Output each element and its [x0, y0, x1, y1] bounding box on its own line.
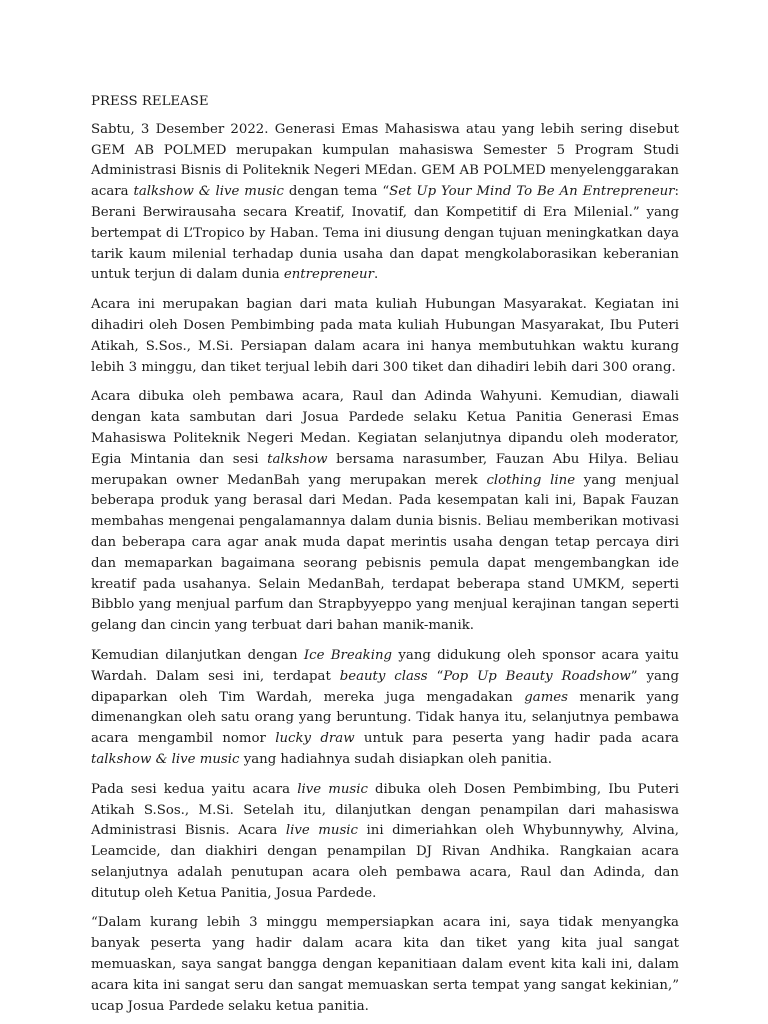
text-segment: dibuka oleh Dosen Pembimbing, Ibu Puteri Atikah S.Sos., M.Si. Setelah itu, dilanjutkan dengan penampilan dari mahasiswa Administrasi Bisnis. Acara	[91, 781, 679, 839]
italic-text-segment: talkshow	[267, 451, 328, 467]
italic-text-segment: talkshow & live music	[133, 184, 284, 200]
document-body	[91, 120, 679, 1018]
italic-text-segment: live music	[297, 781, 368, 797]
italic-text-segment: lucky draw	[275, 731, 355, 747]
text-segment: bersama narasumber, Fauzan Abu Hilya. Beliau merupakan owner MedanBah yang merupakan merek	[91, 451, 679, 488]
text-segment: Acara ini merupakan bagian dari mata kuliah Hubungan Masyarakat. Kegiatan ini dihadiri oleh Dosen Pembimbing pada mata kuliah Hubungan Masyarakat, Ibu Puteri Atikah, S.Sos., M.Si. Persiapan dalam acara ini hanya membutuhkan waktu kurang lebih 3 minggu, dan tiket terjual lebih dari 300 tiket dan dihadiri lebih dari 300 orang.	[91, 297, 679, 375]
document-page	[91, 92, 679, 1017]
text-segment: “	[427, 668, 444, 684]
text-segment: Acara dibuka oleh pembawa acara, Raul dan Adinda Wahyuni. Kemudian, diawali dengan kata sambutan dari Josua Pardede selaku Ketua Panitia Generasi Emas Mahasiswa Politeknik Negeri Medan. Kegiatan selanjutnya dipandu oleh moderator, Egia Mintania dan sesi	[91, 389, 679, 467]
text-segment: ” yang dipaparkan oleh Tim Wardah, mereka juga mengadakan	[91, 668, 679, 705]
paragraph	[91, 120, 679, 286]
text-segment: dengan tema “	[283, 184, 390, 200]
italic-text-segment: Set Up Your Mind To Be An Entrepreneur	[389, 184, 675, 200]
page-title: PRESS RELEASE	[91, 94, 209, 109]
text-segment: : Berani Berwirausaha secara Kreatif, Inovatif, dan Kompetitif di Era Milenial.” yang bertempat di L’Tropico by Haban. Tema ini diusung dengan tujuan meningkatkan daya tarik kaum milenial terhadap dunia usaha dan dapat mengkolaborasikan keberanian untuk terjun di dalam dunia	[91, 184, 679, 283]
paragraph	[91, 780, 679, 905]
italic-text-segment: clothing line	[486, 472, 576, 488]
italic-text-segment: games	[524, 689, 568, 705]
italic-text-segment: live music	[285, 823, 358, 839]
text-segment: Sabtu, 3 Desember 2022. Generasi Emas Mahasiswa atau yang lebih sering disebut GEM AB POLMED merupakan kumpulan mahasiswa Semester 5 Program Studi Administrasi Bisnis di Politeknik Negeri MEdan. GEM AB POLMED menyelenggarakan acara	[91, 121, 679, 200]
italic-text-segment: Ice Breaking	[303, 647, 393, 663]
italic-text-segment: entrepreneur	[283, 267, 374, 283]
italic-text-segment: Pop Up Beauty Roadshow	[443, 668, 631, 684]
paragraph	[91, 913, 679, 1017]
paragraph	[91, 387, 679, 637]
paragraph	[91, 646, 679, 771]
text-segment: Pada sesi kedua yaitu acara	[91, 781, 298, 797]
text-segment: untuk para peserta yang hadir pada acara	[354, 731, 679, 747]
text-segment: Kemudian dilanjutkan dengan	[91, 647, 304, 663]
text-segment: .	[373, 267, 379, 283]
text-segment: yang hadiahnya sudah disiapkan oleh panitia.	[239, 751, 553, 767]
italic-text-segment: beauty class	[339, 668, 428, 684]
text-segment: yang didukung oleh sponsor acara yaitu Wardah. Dalam sesi ini, terdapat	[91, 647, 680, 684]
text-segment: “Dalam kurang lebih 3 minggu mempersiapkan acara ini, saya tidak menyangka banyak peserta yang hadir dalam acara kita dan tiket yang kita jual sangat memuaskan, saya sangat bangga dengan kepanitiaan dalam event kita kali ini, dalam acara kita ini sangat seru dan sangat memuaskan serta tempat yang sangat kekinian,” ucap Josua Pardede selaku ketua panitia.	[91, 915, 679, 1014]
text-segment: menarik yang dimenangkan oleh satu orang yang beruntung. Tidak hanya itu, selanjutnya pembawa acara mengambil nomor	[91, 689, 679, 747]
text-segment: yang menjual beberapa produk yang berasal dari Medan. Pada kesempatan kali ini, Bapak Fauzan membahas mengenai pengalamannya dalam dunia bisnis. Beliau memberikan motivasi dan beberapa cara agar anak muda dapat merintis usaha dengan tetap percaya diri dan memaparkan bagaimana seorang pebisnis pemula dapat mengembangkan ide kreatif pada usahanya. Selain MedanBah, terdapat beberapa stand UMKM, seperti Bibblo yang menjual parfum dan Strapbyyeppo yang menjual kerajinan tangan seperti gelang dan cincin yang terbuat dari bahan manik-manik.	[91, 472, 679, 634]
text-segment: ini dimeriahkan oleh Whybunnywhy, Alvina, Leamcide, dan diakhiri dengan penampilan DJ Rivan Andhika. Rangkaian acara selanjutnya adalah penutupan acara oleh pembawa acara, Raul dan Adinda, dan ditutup oleh Ketua Panitia, Josua Pardede.	[91, 823, 679, 901]
paragraph	[91, 295, 679, 378]
italic-text-segment: talkshow & live music	[91, 751, 240, 767]
